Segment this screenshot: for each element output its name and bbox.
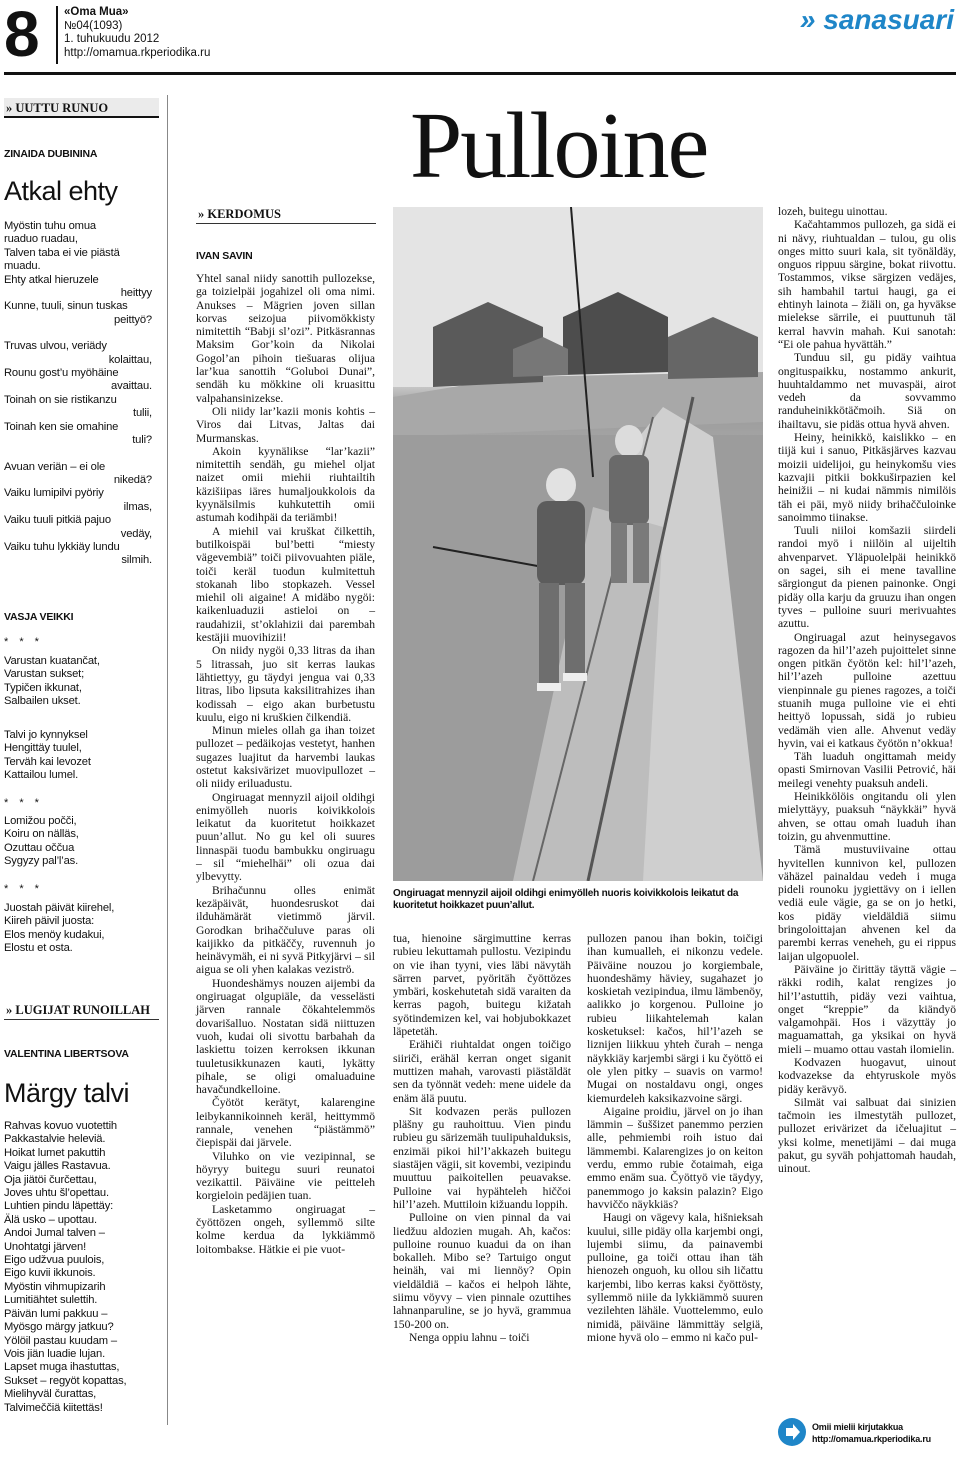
article-paragraph: Akoin kyynälikse “lar’kazii” nimitettih sendäh, gu miehel oljat naizet omii miehii riuhtailtih käzišiipas iäres humaljoukkolois da kyynälsilmis kuhkutettih omii astumah kodihpäi da teriämbi! bbox=[196, 444, 375, 525]
footer-label: Omii mielii kirjutakkua bbox=[812, 1422, 903, 1432]
poem-line: Eigo kuvii ikkunois. bbox=[4, 1267, 96, 1280]
poem-line: Eigo udžvua puulois, bbox=[4, 1254, 105, 1267]
poem-line: Toinah on sie ristikanzu bbox=[4, 393, 117, 406]
publication-url[interactable]: http://omamua.rkperiodika.ru bbox=[64, 46, 211, 59]
arrow-icon bbox=[778, 1418, 806, 1446]
poem-line: Myöstin tuhu omua bbox=[4, 220, 96, 232]
poem-line: ruaduo ruadau, bbox=[4, 233, 78, 246]
article-paragraph: Huondeshämys nouzen aijembi da ongiruagat olgupiäle, da vesselästi järven rannale čökahtelemmös dovarišalluo. Nostatan sidä niittuzen vuoh, kudai oli sivottu barbahah da laskiettu toizen kerroksen ikkunan tuuletusikkunazen kauti, lykätty pihale, se oligi omaluaduine havačundkelloine. bbox=[196, 976, 375, 1097]
poem-line: heittyy bbox=[120, 287, 152, 300]
poem-stanza bbox=[4, 655, 154, 709]
poem-line: Joves uhtu šl’opettau. bbox=[4, 1187, 109, 1200]
article-paragraph: Ongiruagal azut heinysegavos ragozen da hil’l’azeh pujoittelet sinne ongen pitkän čyötön kel: hil’l’azeh, hil’l’azeh pulloine azettuu vienpinnale gu pienes ragozes, a toiči stuanih muga pulloine vie ei ehti heittyö lopussah, sidä jo rubieu vedämäh vien alle. Ahvenut vedäy hyvin, vai ei katkaus čyötön n’okkua! bbox=[778, 630, 956, 750]
photo-caption: Ongiruagat mennyzil aijoil oldihgi enimyölleh nuoris koivikkolois leikatut da kuoritetut hoikkazet puun’allut. bbox=[393, 888, 739, 911]
article-paragraph: On niidy nygöi 0,33 litras da ihan 5 litrassah, juo sit kerras laukas lähtiettyy, gu täydyi jengua vai 0,33 litras, libo lipsuta kaksilitrahizes ihan kodissah – eigo akan burbetustu kuulu, eigo ni kruškien čilkendiä. bbox=[196, 644, 375, 724]
poem-line: ilmas, bbox=[123, 500, 152, 513]
poem-line: Talven taba ei vie piästä bbox=[4, 246, 120, 259]
rubric-title: » sanasuari bbox=[799, 4, 954, 35]
article-paragraph: Ongiruagat mennyzil aijoil oldihgi enimyölleh nuoris koivikkolois leikatut da kuoritetut hoikkazet puun’allut. No gu kel oli suures linnaspäi tuodu bambukku ongiruagu – sil “miehelhäi” oli ozua dai ylbevytty. bbox=[196, 790, 375, 884]
poem-line: Kiireh päivil juosta: bbox=[4, 915, 95, 928]
poem-line: muadu. bbox=[4, 260, 41, 273]
poem-line: Sukset – regyöt kopattas, bbox=[4, 1374, 127, 1387]
issue-date: 1. tuhukuudu 2012 bbox=[64, 33, 160, 45]
article-paragraph: Čyötöt kerätyt, kalarengine leibykannikoinneh keräl, heittymmö rannale, venehen “piästämmö” čiepispäi dai järvele. bbox=[196, 1096, 375, 1150]
article-paragraph: Kačahtammos pullozeh, ga sidä ei ni nävy, riuhtualdan – tulou, gu olis onges mitto suuri kala, sit työnäldäy, onguos rippuu särgine, bokat riivottu. Tostammos, vikse särgizen vedäjes, sih hambahil tartui haugi, ga ei ehtinyh lainota – žiäli on, ga hyväkse mielekse särrile, ei puuttunuh täl kerral havvin mahah. Kui sanotah: “Ei ole pahua hyvättäh.” bbox=[778, 218, 956, 351]
footer-contact bbox=[812, 1421, 931, 1445]
poem-title: Märgy talvi bbox=[4, 1078, 130, 1108]
poem-line: Typičen ikkunat, bbox=[4, 681, 82, 694]
issue-number: №04(1093) bbox=[64, 19, 123, 32]
poem-line: Varustan kuatančat, bbox=[4, 655, 100, 667]
article-paragraph: Kodvazen huogavut, uinout kodvazekse da ehtyruskole myös pidäy kerävyö. bbox=[778, 1056, 956, 1096]
article-paragraph: Minun mieles ollah ga ihan toizet pullozet – pedäikojas vestetyt, hanhen sugazes luajitut da harvembi laukas ostetut kaksivärizet muovipullozet – oli niidy eriluadustu. bbox=[196, 724, 375, 791]
publication-name: «Oma Mua» bbox=[64, 6, 129, 18]
article-column-1 bbox=[196, 272, 375, 1256]
poem-line: Vaiku tuhu lykkiäy lundu bbox=[4, 540, 120, 553]
poem-line: Lomižou počči, bbox=[4, 815, 77, 827]
poem-line: Luhtien pindu läpettäy: bbox=[4, 1200, 114, 1213]
footer-url[interactable]: http://omamua.rkperiodika.ru bbox=[812, 1434, 931, 1444]
poem-line: Lapset muga ihastuttas, bbox=[4, 1361, 120, 1374]
page-number: 8 bbox=[4, 0, 40, 70]
poem-margy-talvi bbox=[4, 1120, 164, 1415]
poem-line: Truvas ulvou, veriädy bbox=[4, 340, 107, 353]
poem-atkal-ehty bbox=[4, 220, 152, 568]
article-paragraph: Viluhko on vie vezipinnal, se höyryy buitegu suuri reunatoi vezikattil. Päiväine vie peitteleh korgieloin pedäjien tuan. bbox=[196, 1149, 375, 1203]
poem-line: Myöstin vihmupizarih bbox=[4, 1280, 106, 1293]
article-paragraph: Silmät vai salbuat dai sinizien tačmoin ies ilmestytäh pullozet, pullozet erivärizet da ičeluajitut – yksi kolme, menetijämi – dai muga pakut, gu syväh pohjattomah haudah, uinout. bbox=[778, 1095, 956, 1176]
article-paragraph: pullozen panou ihan bokin, toičigi ihan kumualleh, ei nikonzu vedele. Päiväine nouzou jo korgiembale, huondeshämy häviey, sugahazet jo koskietah vezipindua, ilmu lämbenöy, aalikko jo korgenou. Pulloine jo rubieu liikahtelemah kalan kosketuksel: kačos, hil’l’azeh se liznijen liikkuu yhteh čurah – nenga näykkiäy karjembi särgi i ku čyöttö ei ole ylen pitky – suavis on varmo! Mugai on nostaldavu ongi, onges kiemurdeleh kaksikazvoine särgi. bbox=[587, 932, 764, 1105]
poem-stanza bbox=[4, 815, 154, 869]
poem-line: Toinah ken sie omahine bbox=[4, 420, 119, 433]
poem-line: Vaigu jälles Rastavua. bbox=[4, 1160, 111, 1173]
article-column-4 bbox=[778, 205, 956, 1176]
article-paragraph: Tunduu sil, gu pidäy vaihtua ongituspaikku, nostammo ankurit, huuhtaldammo net muvaspäi, airot vedeh da sovvammo randuheinikkötäčmoih. Siä on ihailtavu, sie pidäs ottua hyvä ahven. bbox=[778, 351, 956, 431]
poem-line: Hoikat lumet pakuttih bbox=[4, 1146, 106, 1159]
article-paragraph: Tämä mustuviivaine ottau hyvitellen kunnivon kel, pullozen vähäzel painaldau vedeh i muga pideli rounoku jygiettävy on i iellen vediä eule vägie, ga se on jo hetki, kos pidäy vieldäldiä siimu bringoloittajan ahvenen kel da parembi kerras veneheh, gu ei rippus laijan ulgopuolel. bbox=[778, 843, 956, 963]
poem-line: Mielihyväl čurattas, bbox=[4, 1388, 97, 1401]
poem-line: Talvi jo kynnyksel bbox=[4, 729, 88, 741]
poem-author: ZINAIDA DUBININA bbox=[4, 148, 98, 160]
poem-line: Vois jiän luadie lujan. bbox=[4, 1347, 106, 1360]
poem-line: Vaiku lumipilvi pyöriy bbox=[4, 487, 104, 500]
article-paragraph: tua, hienoine särgimuttine kerras rubieu lekuttamah pullostu. Vezipindu on vie ihan tyyni, vies läbi nävytäh särren parvet, pyöritäh čyöttözes ymbäri, koskehutetah sidä varaiten da kerras pagoh, buitegu kižatah syötindemizen kel, vai hobjubokkazet läpetetäh. bbox=[393, 932, 571, 1039]
article-paragraph: Lasketammo ongiruagat – čyöttözen ongeh, syllemmö silte kolme kerdua da lykkiämmö loitombakse. Hätkie ei pie vuot- bbox=[196, 1202, 375, 1256]
article-author: IVAN SAVIN bbox=[196, 250, 253, 262]
poem-author: VALENTINA LIBERTSOVA bbox=[4, 1048, 129, 1060]
article-paragraph: Haugi on vägevy kala, hišnieksah kuului, sille pidäy olla karjembi ongi, lujembi siimu, da painavembi pulloine, ga toiči ottau ihan täh hienozeh onguoh, ku ollou sih ličattu karjembi, libo kerras kaksi čyöttösty, syllemmö niile da lykkiämmö suuren vezilehten lähäle. Vuottelemmo, eulo nimidä, päiväine lämmittäy selgiä, mione hyvä olo – emmo ni kačo pul- bbox=[587, 1211, 763, 1344]
poem-line: Kattailou lumel. bbox=[4, 769, 79, 782]
poem-line: Kunne, tuuli, sinun tuskas bbox=[4, 300, 128, 313]
poem-line: Unohtatgi järven! bbox=[4, 1240, 87, 1253]
poem-line: Elos menöy kudakui, bbox=[4, 928, 105, 941]
article-paragraph: Erähiči riuhtaldat ongen toičigo siiriči, erähäl kerran onget siganit muttizen mahah, varovasti piästäldät sen da työnnät vedeh: mene uidele da enäm älä puutu. bbox=[393, 1038, 571, 1105]
article-paragraph: Tuuli niiloi komšazii siirdeli randoi myö i niilöin al uijeltih ahvenparvet. Yläpuolelpäi heinikkö on sagei, sih ei mene tavalline särgiongut da pienen painonke. Ongi pidäy olla karju da gruuzu ihan ongen tyves – pulloine suuri merivuahtes azuttu. bbox=[778, 524, 956, 631]
poem-line: silmih. bbox=[121, 554, 152, 567]
poem-line: Terväh kai levozet bbox=[4, 755, 91, 768]
poem-separator: * * * bbox=[4, 883, 43, 895]
section-lugijat-runoillah: » LUGIJAT RUNOILLAH bbox=[4, 1000, 159, 1020]
poem-line: Juostah päivät kiirehel, bbox=[4, 902, 115, 914]
poem-line: Varustan sukset; bbox=[4, 668, 85, 681]
article-paragraph: Oli niidy lar’kazii monis kohtis – Viros dai Litvas, Jaltas dai Murmanskas. bbox=[196, 404, 375, 445]
poem-line: vedäy, bbox=[120, 527, 152, 540]
poem-line: Elostu et osta. bbox=[4, 942, 73, 955]
poem-line: Sygyzy pal’l’as. bbox=[4, 855, 79, 868]
boys-fishing-on-bridge-image bbox=[393, 207, 763, 881]
poem-separator: * * * bbox=[4, 636, 43, 648]
poem-line: Ozuttau oččua bbox=[4, 841, 75, 854]
poem-line: Lumitiähtet sulettih. bbox=[4, 1294, 98, 1307]
article-column-3 bbox=[587, 932, 763, 1344]
article-paragraph: Heinikkölöis ongitandu oli ylen mielyttäyy, puaksuh “näykkäi” hyvä ahven, se ottau omah luaduh ihan toizin, gu ahvenmuttine. bbox=[778, 790, 956, 843]
stanza-gap bbox=[4, 327, 152, 340]
poem-line: Rahvas kovuo vuotettih bbox=[4, 1120, 117, 1132]
poem-line: tulii, bbox=[133, 407, 152, 420]
poem-line: Rounu gost’u myöhäine bbox=[4, 367, 119, 380]
poem-line: tuli? bbox=[132, 434, 152, 447]
poem-line: Andoi Jumal talven – bbox=[4, 1227, 105, 1240]
article-paragraph: Nenga oppiu lahnu – toiči bbox=[409, 1330, 530, 1344]
poem-line: Päivän lumi pakkuu – bbox=[4, 1307, 108, 1320]
poem-line: Yölöil pastau kuudam – bbox=[4, 1334, 117, 1347]
article-photo bbox=[393, 207, 763, 881]
article-paragraph: Sit kodvazen peräs pullozen pläšny gu rauhoittuu. Vien pindu rubieu gu särizemäh tuulipuhalduksis, enzimäi pikoi hil’l’akkazeh buitegu siastäjen vägii, sit kovembi, vezipindu muuttuu paikoitellen peuavakse. Pulloine vai hypähteleh hiččoi hil’l’azeh. Muttiloin kižuandu loppih. bbox=[393, 1104, 571, 1211]
poem-line: Oja jiätöi čurčettau, bbox=[4, 1173, 97, 1186]
article-paragraph: A miehil vai kruškat čilkettih, butilkoispäi bul’betti “miesty vägevembiä” toiči piivovuahten piäle, toiči keräl tuodun kulmitettuh stokanah libo stopkazeh. Vessel miehil oli aigaine! A midäbo nygöi: kaikenluaduzii astieloi on – raudahizii, st’oklahizii dai parembah kestäjii muovihizii! bbox=[196, 524, 375, 645]
poem-line: Hengittäy tuulel, bbox=[4, 742, 82, 755]
poem-author: VASJA VEIKKI bbox=[4, 611, 74, 623]
section-kerdomus: » KERDOMUS bbox=[196, 204, 376, 224]
poem-line: peittyö? bbox=[114, 313, 152, 326]
poem-line: avaittau. bbox=[111, 380, 152, 393]
poem-line: kolaittau, bbox=[108, 353, 152, 366]
poem-line: Älä usko – upottau. bbox=[4, 1213, 97, 1226]
poem-line: Talvimeččiä kiitettäs! bbox=[4, 1401, 103, 1414]
poem-line: Salbailen ukset. bbox=[4, 695, 81, 708]
poem-separator: * * * bbox=[4, 797, 43, 809]
article-paragraph: Täh luaduh ongittamah meidy opasti Smirnovan Vasilii Petrović, häi meilegi venehty puaksuh andeli. bbox=[778, 750, 956, 790]
masthead bbox=[64, 6, 210, 60]
article-paragraph: Pulloine on vien pinnal da vai liedžuu aldozien mugah. Ah, kačos: pulloine rounuo kuadui da on ihan bokalleh. Mibo se? Tartuigo ongut heinäh, vai mi liennöy? Opin vieldäldiä – kačos ei helpoh lähte, siimu vöyvy – vien pinnale ozuttihes lahnanparuline, se jo hyvä, grammua 150-200 on. bbox=[393, 1211, 571, 1331]
poem-line: Ehty atkal hieruzele bbox=[4, 273, 99, 286]
poem-stanza bbox=[4, 729, 154, 783]
article-paragraph: Brihačunnu olles enimät kezäpäivät, huondesruskot dai ilduhämärät vietimmö järvil. Gorodkan brihaččuluve paras oli kaijikko da pitkäččy, ruvennuh jo heinävymäh, ei ni syvä Pitkyjärvi – sil aigua se oli yhen kalakas veziströ. bbox=[196, 883, 375, 977]
poem-line: Myösgo märgy jatkuu? bbox=[4, 1321, 114, 1334]
article-paragraph: lozeh, buitegu uinottau. bbox=[778, 205, 888, 218]
article-paragraph: Aigaine proidiu, järvel on jo ihan lämmin – šuššizet panemmo perzien alle, pehmiembi roih istuo dai lämmembi. Kalarengizes jo on keiton verdu, emmo rubie čotaimah, eiga emmo enäm sua. Čyöttyö vie täydyy, panemmogo jo kaksin palazin? Eigo havviččo näykkiäs? bbox=[587, 1104, 763, 1211]
article-paragraph: Yhtel sanal niidy sanottih pullozekse, ga toizielpäi jogahizel oli oma nimi. Anukses – Mägrien joven sillan korvas seizojua piivomökkisty nimitettih “Babji sl’ozi”. Pitkäsrannas Maksim Gor’koin da Nikolai Gogol’an pihoin tiešuaras olijua lar’kua sanottih “Goluboi Dunai”, sendäh ku mökkine oli kruasittu valpahansinizekse. bbox=[196, 272, 375, 405]
poem-line: Vaiku tuuli pitkiä pajuo bbox=[4, 514, 111, 527]
article-paragraph: Heiny, heinikkö, kaislikko – en tiijä kui i sanuo, Pitkäsjärves kazvau moizii uidelijoi, gu heinykomšu vies kazvajii pitkii bokkuširpazien kel heinižii – ni kudai nämmis nimilöis täh ei päi, myö niidy brihaččuloinke sanoimmo tiinakse. bbox=[778, 431, 956, 524]
poem-line: Pakkastalvie heleviä. bbox=[4, 1133, 106, 1146]
poem-line: Koiru on nälläs, bbox=[4, 828, 79, 841]
column-divider bbox=[167, 95, 168, 1425]
poem-line: Avuan veriän – ei ole bbox=[4, 460, 106, 473]
article-title: Pulloine bbox=[410, 94, 708, 198]
header-rule bbox=[4, 72, 956, 75]
stanza-gap bbox=[4, 448, 152, 461]
header-divider bbox=[56, 6, 58, 64]
poem-title: Atkal ehty bbox=[4, 176, 118, 206]
poem-stanza bbox=[4, 902, 154, 956]
section-uuttu-runuo: » UUTTU RUNUO bbox=[4, 98, 159, 118]
article-paragraph: Päiväine jo čirittäy täyttä vägie – räkki rodih, kalat rengizes jo hil’l’astuttih, pidäy vezi vaihtua, onget “kreppie” da kiändyö valgamohpäi. Hos i väzyttäy jo maguamattah, ga yksikai on hyvä mieli – muamo ottau vastah ilomielin. bbox=[778, 962, 956, 1056]
poem-line: nikedä? bbox=[113, 473, 152, 486]
article-column-2 bbox=[393, 932, 571, 1344]
